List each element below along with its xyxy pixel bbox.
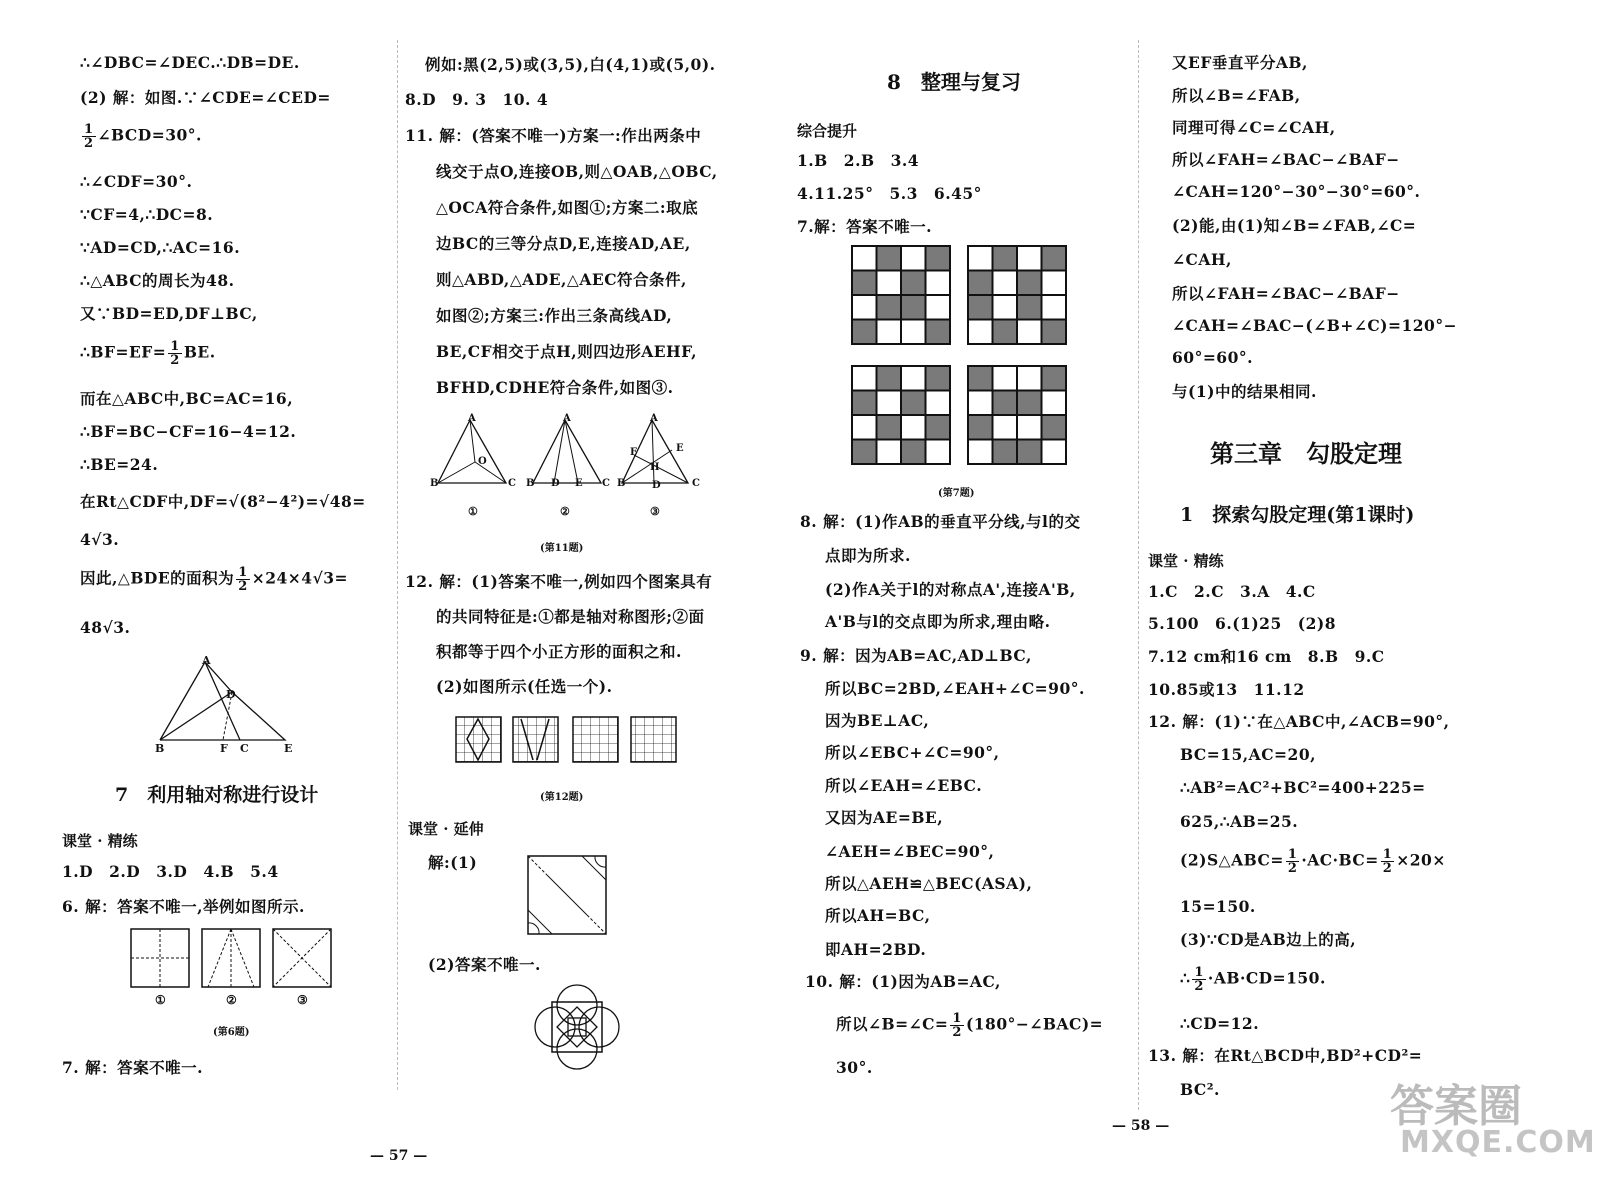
grid-cell: [877, 366, 902, 391]
text-line: 1.D 2.D 3.D 4.B 5.4: [62, 862, 279, 881]
point-label: A: [650, 413, 658, 424]
text-line: 的共同特征是:①都是轴对称图形;②面: [436, 607, 705, 626]
column-divider: [1138, 40, 1139, 1110]
text-line: 例如:黑(2,5)或(3,5),白(4,1)或(5,0).: [425, 55, 716, 74]
grid-cell: [1042, 246, 1067, 271]
text-line: 同理可得∠C=∠CAH,: [1172, 118, 1336, 137]
text-line: 因为BE⊥AC,: [825, 711, 930, 730]
text-line: 所以BC=2BD,∠EAH+∠C=90°.: [825, 679, 1085, 698]
grid-cell: [877, 440, 902, 465]
grid-cell: [993, 366, 1018, 391]
section-title: 1 探索勾股定理(第1课时): [1180, 504, 1415, 526]
grid-cell: [1017, 271, 1042, 296]
grid-cell: [877, 415, 902, 440]
text-line: (2)S△ABC= $\frac{1}{2}$ ·AC·BC= $\frac{1}{2}$ ×20×: [1180, 847, 1446, 876]
text-line: 4√3.: [80, 530, 120, 549]
grid-cell: [926, 320, 951, 345]
point-label: A: [202, 654, 211, 667]
grid-cell: [852, 366, 877, 391]
point-label: F: [220, 742, 228, 755]
grid-cell: [968, 295, 993, 320]
section-subtitle: 课堂 · 精练: [1148, 552, 1224, 570]
grid-cell: [926, 415, 951, 440]
grid-cell: [901, 295, 926, 320]
grid-cell: [852, 246, 877, 271]
grid-cell: [901, 271, 926, 296]
grid-cell: [926, 295, 951, 320]
text-line: ∠CAH,: [1172, 250, 1232, 269]
text-line: (2) 解：如图.∵∠CDE=∠CED=: [80, 88, 331, 107]
grid-cell: [993, 440, 1018, 465]
grid-cell: [901, 246, 926, 271]
point-label: B: [526, 478, 535, 489]
text-line: (3)∵CD是AB边上的高,: [1180, 930, 1357, 949]
text-line: 8. 解：(1)作AB的垂直平分线,与l的交: [800, 512, 1081, 531]
text-line: 如图②;方案三:作出三条高线AD,: [436, 306, 673, 325]
point-label: B: [617, 478, 626, 489]
point-label: D: [652, 480, 661, 491]
text-line: 所以∠B=∠FAB,: [1172, 86, 1301, 105]
grid-cell: [1042, 391, 1067, 416]
point-label: A: [563, 413, 571, 424]
grid-cell: [1042, 366, 1067, 391]
grid-cell: [1017, 391, 1042, 416]
grid-cell: [926, 271, 951, 296]
text-line: (2)作A关于l的对称点A',连接A'B,: [825, 580, 1076, 599]
text-line: 即AH=2BD.: [825, 940, 927, 959]
grid-cell: [1017, 366, 1042, 391]
text-line: 60°=60°.: [1172, 348, 1254, 367]
grid-cell: [1042, 320, 1067, 345]
page-number: — 58 —: [1112, 1118, 1170, 1134]
grid-cell: [877, 295, 902, 320]
text-line: 所以△AEH≌△BEC(ASA),: [825, 874, 1033, 893]
text-line: 11. 解：(答案不唯一)方案一:作出两条中: [405, 126, 702, 145]
point-label: E: [676, 443, 684, 454]
text-line: (2)答案不唯一.: [428, 955, 541, 974]
text-line: 又EF垂直平分AB,: [1172, 53, 1308, 72]
grid-cell: [1042, 271, 1067, 296]
text-line: ∴∠DBC=∠DEC.∴DB=DE.: [80, 53, 300, 72]
point-label: C: [602, 478, 610, 489]
text-line: BFHD,CDHE符合条件,如图③.: [436, 378, 674, 397]
grid-cell: [926, 440, 951, 465]
page-number: — 57 —: [370, 1148, 428, 1164]
figure-caption: (第6题): [213, 1027, 250, 1038]
fraction: $\frac{1}{2}$: [238, 565, 248, 594]
text-line: ∴CD=12.: [1180, 1014, 1260, 1033]
grid-cell: [968, 391, 993, 416]
grid-cell: [852, 440, 877, 465]
point-label: F: [630, 447, 638, 458]
text-line: 所以∠FAH=∠BAC−∠BAF−: [1172, 284, 1400, 303]
fraction: $\frac{1}{2}$: [170, 339, 180, 368]
point-label: D: [551, 478, 560, 489]
grid-cell: [901, 320, 926, 345]
text-line: 15=150.: [1180, 897, 1256, 916]
grid-cell: [852, 391, 877, 416]
point-label: E: [284, 742, 293, 755]
grid-cell: [901, 366, 926, 391]
grid-cell: [901, 415, 926, 440]
fraction: $\frac{1}{2}$: [84, 122, 94, 151]
text-line: 625,∴AB=25.: [1180, 812, 1299, 831]
section-title: 8 整理与复习: [887, 70, 1021, 94]
text-line: 所以AH=BC,: [825, 906, 931, 925]
text-line: ∴BF=BC−CF=16−4=12.: [80, 422, 297, 441]
section-title: 7 利用轴对称进行设计: [115, 784, 319, 806]
text-line: 7.12 cm和16 cm 8.B 9.C: [1148, 647, 1385, 666]
grid-cell: [877, 391, 902, 416]
text-line: 9. 解：因为AB=AC,AD⊥BC,: [800, 646, 1032, 665]
text-line: ∠AEH=∠BEC=90°,: [825, 842, 995, 861]
text-line: BE,CF相交于点H,则四边形AEHF,: [436, 342, 698, 361]
grid-cell: [852, 320, 877, 345]
grid-cell: [1017, 246, 1042, 271]
figure-label: ②: [560, 505, 570, 518]
text-line: 10. 解：(1)因为AB=AC,: [805, 972, 1001, 991]
text-line: ∴AB²=AC²+BC²=400+225=: [1180, 778, 1426, 797]
text-line: 点即为所求.: [825, 546, 911, 565]
grid-cell: [901, 391, 926, 416]
text-line: 12. 解：(1)答案不唯一,例如四个图案具有: [405, 572, 713, 591]
text-line: BC².: [1180, 1080, 1220, 1099]
grid-cell: [877, 271, 902, 296]
text-line: 30°.: [836, 1058, 873, 1077]
text-line: 所以∠EAH=∠EBC.: [825, 776, 983, 795]
grid-cell: [852, 295, 877, 320]
chapter-title: 第三章 勾股定理: [1210, 439, 1402, 468]
watermark-logo: 答案圈: [1390, 1081, 1522, 1132]
text-line: 所以∠B=∠C= $\frac{1}{2}$ (180°−∠BAC)=: [836, 1011, 1104, 1040]
grid-cell: [993, 415, 1018, 440]
grid-cell: [877, 320, 902, 345]
section-subtitle: 课堂 · 延伸: [408, 820, 484, 838]
text-line: 48√3.: [80, 618, 131, 637]
text-line: 在Rt△CDF中,DF=√(8²−4²)=√48=: [80, 492, 366, 511]
section-subtitle: 课堂 · 精练: [62, 832, 138, 850]
text-line: ∴BE=24.: [80, 455, 159, 474]
point-label: C: [692, 478, 700, 489]
text-line: 8.D 9. 3 10. 4: [405, 90, 549, 109]
text-line: $\frac{1}{2}$ ∠BCD=30°.: [84, 122, 202, 151]
section-subtitle: 综合提升: [797, 122, 858, 140]
grid-cell: [926, 246, 951, 271]
figure-label: ②: [226, 993, 237, 1007]
grid-cell: [968, 415, 993, 440]
text-line: 1.C 2.C 3.A 4.C: [1148, 582, 1316, 601]
grid-cell: [1017, 320, 1042, 345]
text-line: 4.11.25° 5.3 6.45°: [797, 184, 982, 203]
point-label: B: [155, 742, 165, 755]
tile-figure: [527, 855, 607, 935]
grid-cell: [1042, 440, 1067, 465]
text-line: 6. 解：答案不唯一,举例如图所示.: [62, 897, 305, 916]
figure-caption: (第11题): [540, 543, 584, 554]
text-line: ∵AD=CD,∴AC=16.: [80, 238, 241, 257]
column-divider: [397, 40, 398, 1090]
figure-7: [852, 246, 1070, 470]
text-line: 7. 解：答案不唯一.: [62, 1058, 203, 1077]
text-line: 又∵BD=ED,DF⊥BC,: [80, 304, 258, 323]
text-line: 所以∠EBC+∠C=90°,: [825, 743, 1000, 762]
grid-cell: [968, 246, 993, 271]
point-label: O: [478, 456, 487, 467]
point-label: C: [508, 478, 516, 489]
text-line: 解:(1): [428, 853, 478, 872]
figure-label: ①: [468, 505, 478, 518]
text-line: ∵CF=4,∴DC=8.: [80, 205, 214, 224]
text-line: ∴∠CDF=30°.: [80, 172, 193, 191]
figure-label: ③: [650, 505, 660, 518]
text-line: 1.B 2.B 3.4: [797, 151, 920, 170]
figure-label: ③: [297, 993, 308, 1007]
grid-cell: [968, 320, 993, 345]
circle-pattern-figure: [535, 985, 619, 1069]
text-line: 10.85或13 11.12: [1148, 680, 1305, 699]
point-label: H: [650, 462, 660, 473]
grid-cell: [1042, 415, 1067, 440]
watermark-text: MXQE.COM: [1400, 1125, 1596, 1160]
text-line: 与(1)中的结果相同.: [1172, 382, 1317, 401]
grid-cell: [926, 366, 951, 391]
figure-caption: (第12题): [540, 792, 584, 803]
point-label: C: [240, 742, 249, 755]
text-line: ∴△ABC的周长为48.: [80, 271, 235, 290]
text-line: ∠CAH=∠BAC−(∠B+∠C)=120°−: [1172, 316, 1458, 335]
fraction: $\frac{1}{2}$: [952, 1011, 962, 1040]
text-line: 所以∠FAH=∠BAC−∠BAF−: [1172, 150, 1400, 169]
grid-cell: [877, 246, 902, 271]
grid-cell: [852, 415, 877, 440]
figure-caption: (第7题): [938, 488, 975, 499]
text-line: 则△ABD,△ADE,△AEC符合条件,: [436, 270, 687, 289]
grid-cell: [968, 271, 993, 296]
point-label: A: [468, 413, 476, 424]
grid-cell: [852, 271, 877, 296]
grid-cell: [993, 246, 1018, 271]
grid-cell: [901, 440, 926, 465]
text-line: 而在△ABC中,BC=AC=16,: [80, 389, 294, 408]
text-line: △OCA符合条件,如图①;方案二:取底: [436, 198, 699, 217]
text-line: 又因为AE=BE,: [825, 808, 944, 827]
point-label: B: [430, 478, 439, 489]
figure-label: ①: [155, 993, 166, 1007]
grid-cell: [993, 271, 1018, 296]
fraction: $\frac{1}{2}$: [1382, 847, 1393, 876]
text-line: 13. 解：在Rt△BCD中,BD²+CD²=: [1148, 1046, 1423, 1065]
figure-6: [130, 928, 335, 990]
point-label: E: [575, 478, 583, 489]
grid-cell: [993, 391, 1018, 416]
grid-cell: [993, 320, 1018, 345]
text-line: 边BC的三等分点D,E,连接AD,AE,: [436, 234, 691, 253]
text-line: 5.100 6.(1)25 (2)8: [1148, 614, 1336, 633]
text-line: ∠CAH=120°−30°−30°=60°.: [1172, 182, 1421, 201]
grid-cell: [1017, 295, 1042, 320]
fraction: $\frac{1}{2}$: [1194, 965, 1204, 994]
grid-cell: [968, 440, 993, 465]
grid-cell: [1017, 440, 1042, 465]
grid-cell: [926, 391, 951, 416]
text-line: BC=15,AC=20,: [1180, 745, 1316, 764]
grid-cell: [968, 366, 993, 391]
text-line: (2)能,由(1)知∠B=∠FAB,∠C=: [1172, 216, 1417, 235]
text-line: ∴ $\frac{1}{2}$ ·AB·CD=150.: [1180, 965, 1326, 994]
text-line: (2)如图所示(任选一个).: [436, 677, 613, 696]
text-line: 12. 解：(1)∵在△ABC中,∠ACB=90°,: [1148, 712, 1450, 731]
figure-12: [455, 716, 680, 766]
grid-cell: [1042, 295, 1067, 320]
point-label: D: [226, 688, 236, 701]
fraction: $\frac{1}{2}$: [1287, 847, 1298, 876]
text-line: 线交于点O,连接OB,则△OAB,△OBC,: [436, 162, 718, 181]
text-line: 7.解：答案不唯一.: [797, 217, 933, 236]
text-line: A'B与l的交点即为所求,理由略.: [825, 612, 1051, 631]
grid-cell: [1017, 415, 1042, 440]
grid-cell: [993, 295, 1018, 320]
text-line: ∴BF=EF= $\frac{1}{2}$ BE.: [80, 339, 216, 368]
text-line: 积都等于四个小正方形的面积之和.: [436, 642, 682, 661]
text-line: 因此,△BDE的面积为 $\frac{1}{2}$ ×24×4√3=: [80, 565, 349, 594]
